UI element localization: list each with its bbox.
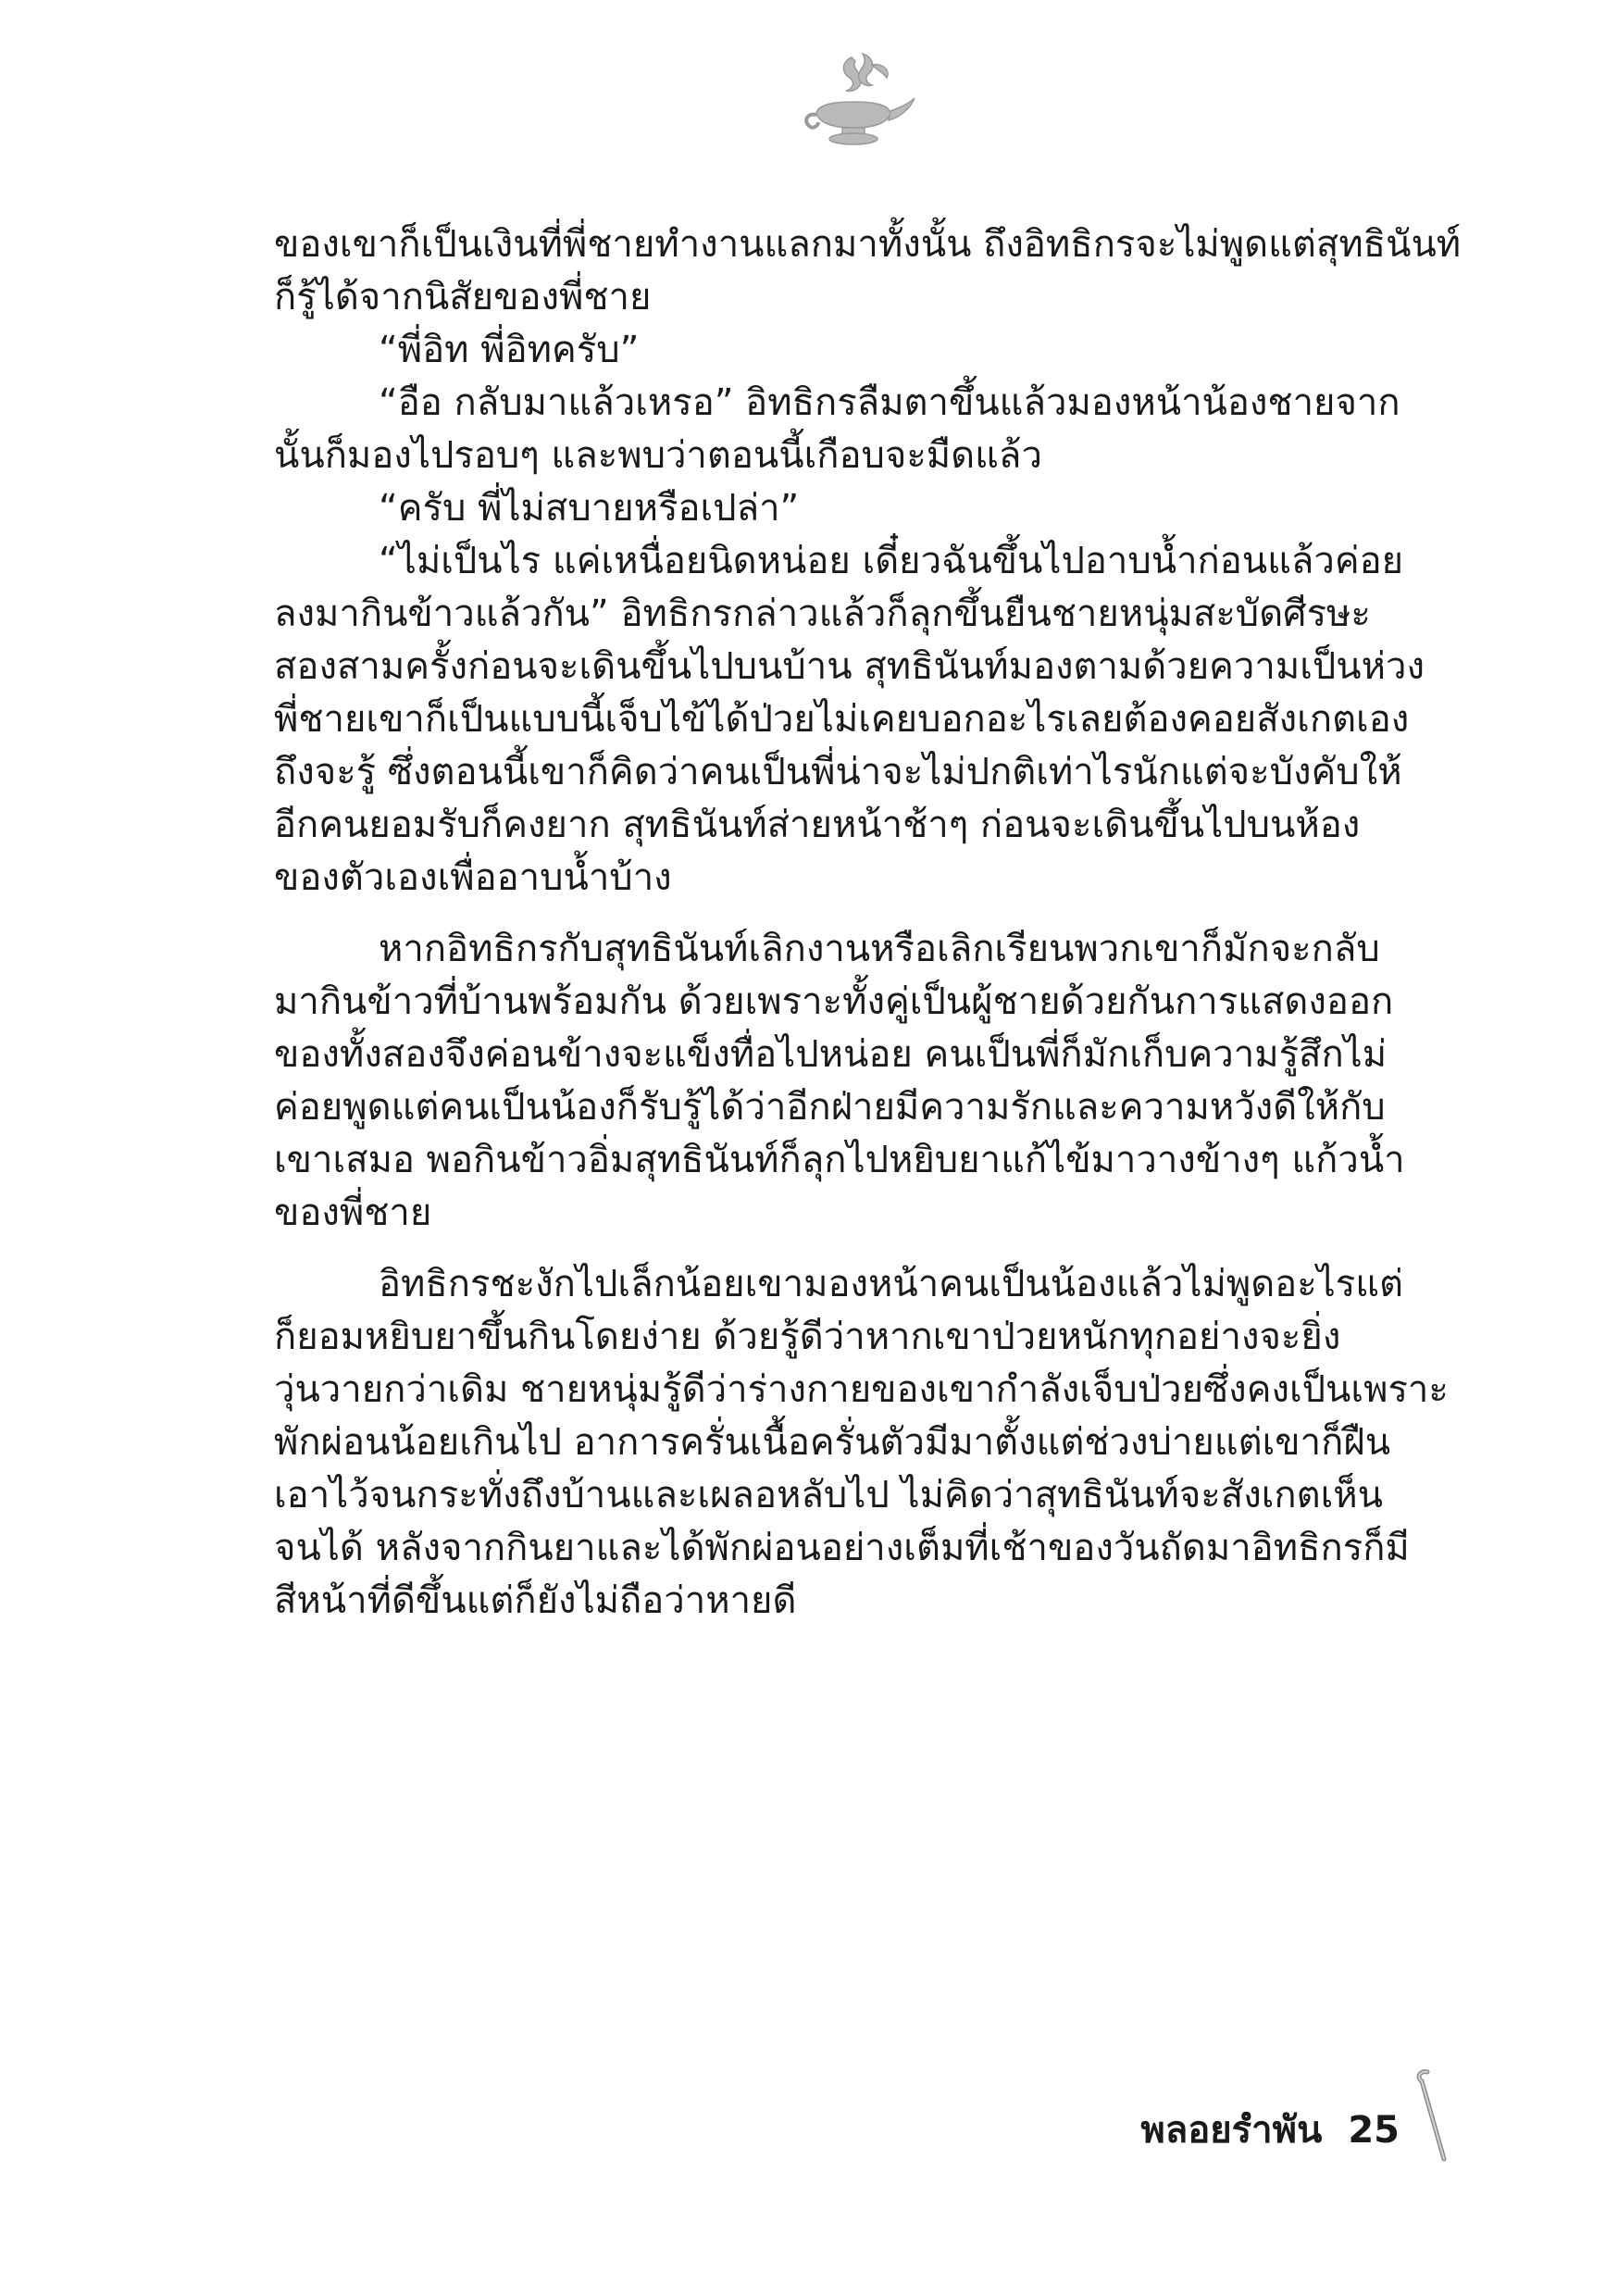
text-line: ของทั้งสองจึงค่อนข้างจะแข็งทื่อไปหน่อย คนเป็นพี่ก็มักเก็บความรู้สึกไม่ [274, 1033, 1388, 1076]
text-line: ของตัวเองเพื่ออาบน้ำบ้าง [274, 856, 672, 899]
text-line: “ครับ พี่ไม่สบายหรือเปล่า” [379, 487, 800, 530]
text-line: พี่ชายเขาก็เป็นแบบนี้เจ็บไข้ได้ป่วยไม่เคยบอกอะไรเลยต้องคอยสังเกตเอง [274, 698, 1410, 741]
text-line: “พี่อิท พี่อิทครับ” [379, 329, 640, 371]
cane-icon [1411, 2063, 1457, 2165]
page-body-text [274, 218, 1468, 1628]
text-line: มากินข้าวที่บ้านพร้อมกัน ด้วยเพราะทั้งคู่เป็นผู้ชายด้วยกันการแสดงออก [274, 980, 1394, 1023]
text-line: นั้นก็มองไปรอบๆ และพบว่าตอนนี้เกือบจะมืดแล้ว [274, 434, 1042, 477]
text-line: สีหน้าที่ดีขึ้นแต่ก็ยังไม่ถือว่าหายดี [274, 1579, 797, 1622]
page-footer [1140, 2100, 1400, 2159]
text-line: วุ่นวายกว่าเดิม ชายหนุ่มรู้ดีว่าร่างกายของเขากำลังเจ็บป่วยซึ่งคงเป็นเพราะ [274, 1368, 1449, 1411]
text-line: จนได้ หลังจากกินยาและได้พักผ่อนอย่างเต็มที่เช้าของวันถัดมาอิทธิกรก็มี [274, 1527, 1410, 1569]
text-line: ของเขาก็เป็นเงินที่พี่ชายทำงานแลกมาทั้งนั้น ถึงอิทธิกรจะไม่พูดแต่สุทธินันท์ [274, 223, 1462, 266]
genie-lamp-ornament-icon [798, 48, 918, 159]
text-line: ลงมากินข้าวแล้วกัน” อิทธิกรกล่าวแล้วก็ลุกขึ้นยืนชายหนุ่มสะบัดศีรษะ [274, 593, 1371, 635]
text-line: ถึงจะรู้ ซึ่งตอนนี้เขาก็คิดว่าคนเป็นพี่น่าจะไม่ปกติเท่าไรนักแต่จะบังคับให้ [274, 751, 1402, 793]
text-line: พักผ่อนน้อยเกินไป อาการครั่นเนื้อครั่นตัวมีมาตั้งแต่ช่วงบ่ายแต่เขาก็ฝืน [274, 1421, 1391, 1464]
text-line: อีกคนยอมรับก็คงยาก สุทธินันท์ส่ายหน้าช้าๆ ก่อนจะเดินขึ้นไปบนห้อง [274, 804, 1361, 846]
text-line: อิทธิกรชะงักไปเล็กน้อยเขามองหน้าคนเป็นน้องแล้วไม่พูดอะไรแต่ [379, 1263, 1404, 1305]
text-line: “ไม่เป็นไร แค่เหนื่อยนิดหน่อย เดี๋ยวฉันขึ้นไปอาบน้ำก่อนแล้วค่อย [379, 540, 1404, 582]
text-line: “อือ กลับมาแล้วเหรอ” อิทธิกรลืมตาขึ้นแล้วมองหน้าน้องชายจาก [379, 381, 1400, 424]
text-line: สองสามครั้งก่อนจะเดินขึ้นไปบนบ้าน สุทธินันท์มองตามด้วยความเป็นห่วง [274, 645, 1425, 688]
text-line: ของพี่ชาย [274, 1192, 432, 1234]
book-title: พลอยรำพัน [1140, 2109, 1323, 2152]
text-line: หากอิทธิกรกับสุทธินันท์เลิกงานหรือเลิกเรียนพวกเขาก็มักจะกลับ [379, 928, 1380, 970]
text-line: เอาไว้จนกระทั่งถึงบ้านและเผลอหลับไป ไม่คิดว่าสุทธินันท์จะสังเกตเห็น [274, 1474, 1383, 1516]
text-line: เขาเสมอ พอกินข้าวอิ่มสุทธินันท์ก็ลุกไปหยิบยาแก้ไข้มาวางข้างๆ แก้วน้ำ [274, 1139, 1405, 1181]
text-line: ก็รู้ได้จากนิสัยของพี่ชาย [274, 276, 652, 318]
text-line: ค่อยพูดแต่คนเป็นน้องก็รับรู้ได้ว่าอีกฝ่ายมีความรักและความหวังดีให้กับ [274, 1086, 1386, 1129]
text-line: ก็ยอมหยิบยาขึ้นกินโดยง่าย ด้วยรู้ดีว่าหากเขาป่วยหนักทุกอย่างจะยิ่ง [274, 1316, 1341, 1358]
page-number: 25 [1348, 2109, 1400, 2152]
